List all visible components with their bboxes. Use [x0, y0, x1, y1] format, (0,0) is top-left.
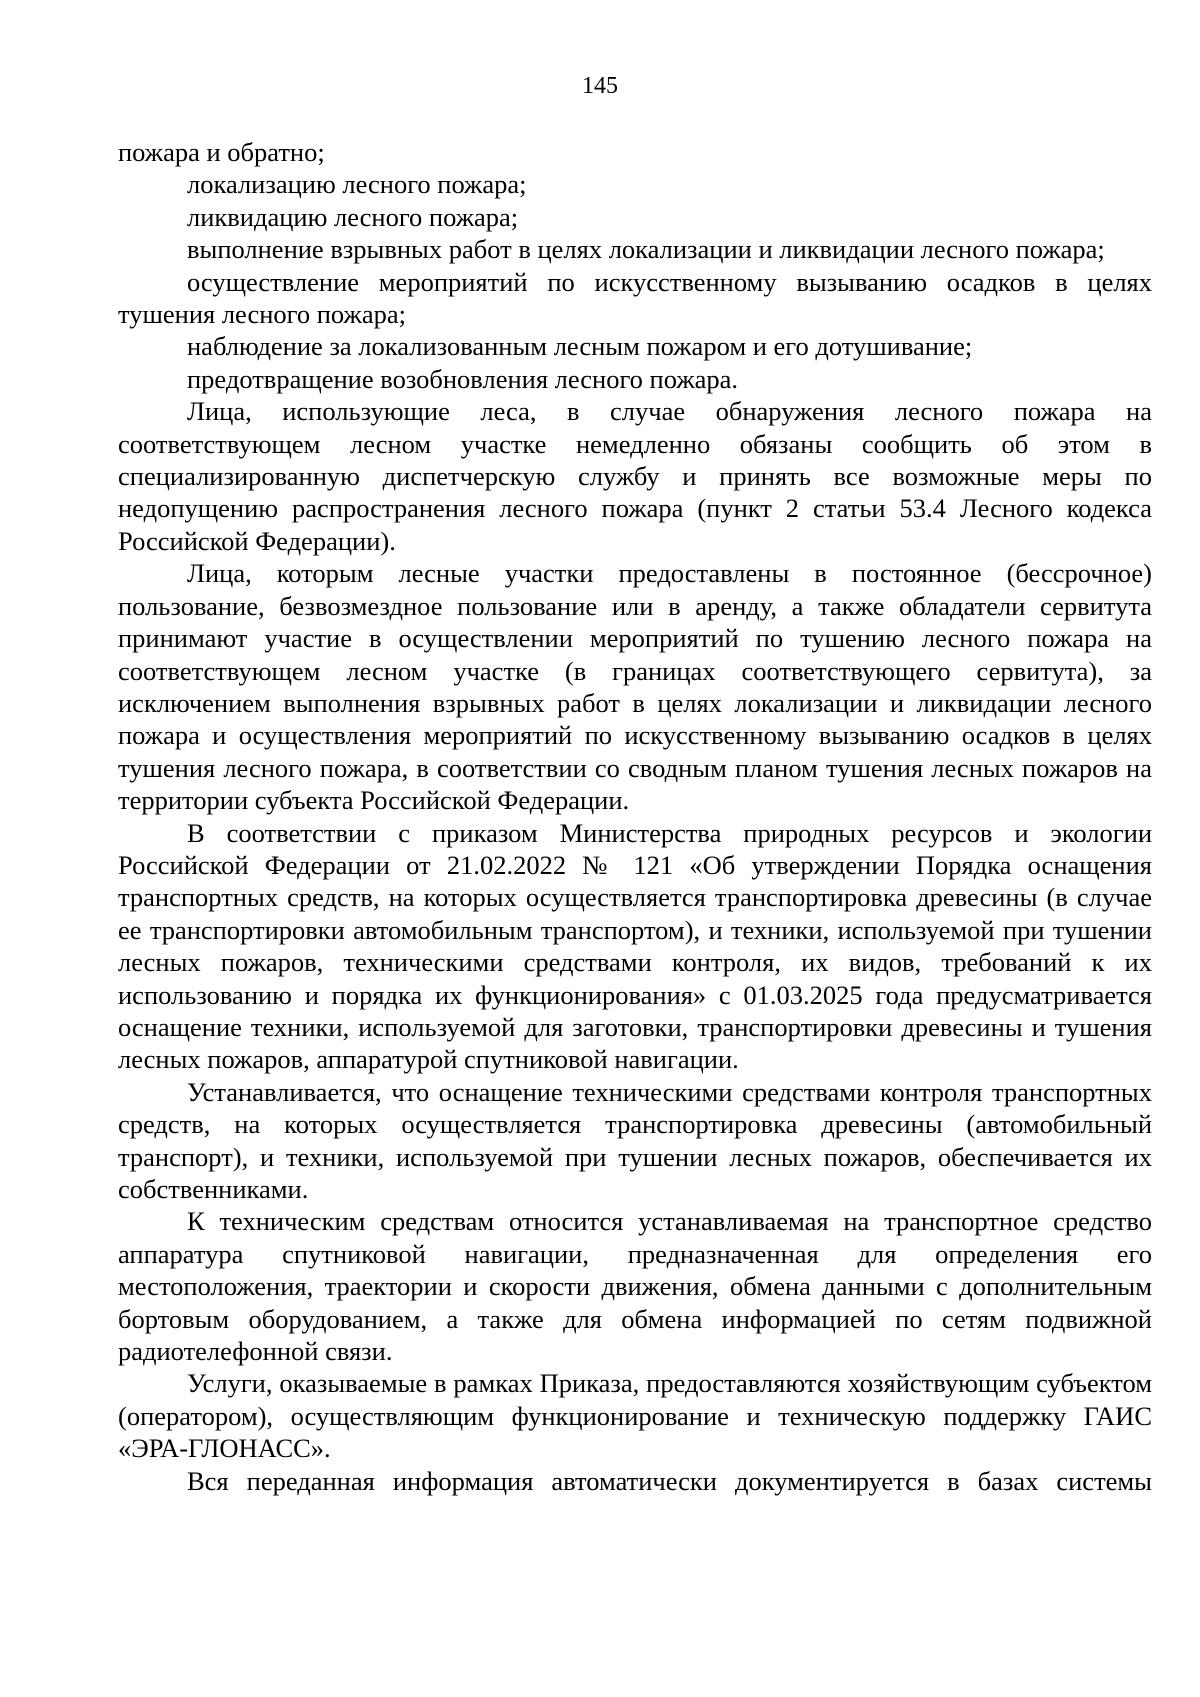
page-number: 145: [582, 73, 618, 99]
paragraph: Лица, которым лесные участки предоставлены в постоянное (бессрочное) пользование, безвозмездное пользование или в аренду, а также обладатели сервитута принимают участие в осуществлении мероприятий по тушению лесного пожара на соответствующем лесном участке (в границах соответствующего сервитута), за исключением выполнения взрывных работ в целях локализации и ликвидации лесного пожара и осуществления мероприятий по искусственному вызыванию осадков в целях тушения лесного пожара, в соответствии со сводным планом тушения лесных пожаров на территории субъекта Российской Федерации.: [118, 558, 1152, 816]
list-item: локализацию лесного пожара;: [187, 169, 527, 200]
document-body: [118, 136, 1152, 1497]
paragraph-continues-next-page: Вся переданная информация автоматически документируется в базах системы: [187, 1465, 1152, 1496]
list-item: осуществление мероприятий по искусственному вызыванию осадков в целях тушения лесного пожара;: [118, 266, 1152, 330]
list-item: ликвидацию лесного пожара;: [187, 201, 519, 232]
paragraph: Услуги, оказываемые в рамках Приказа, предоставляются хозяйствующим субъектом (оператором), осуществляющим функционирование и техническую поддержку ГАИС «ЭРА-ГЛОНАСС».: [118, 1368, 1152, 1464]
paragraph: Лица, использующие леса, в случае обнаружения лесного пожара на соответствующем лесном участке немедленно обязаны сообщить об этом в специализированную диспетчерскую службу и принять все возможные меры по недопущению распространения лесного пожара (пункт 2 статьи 53.4 Лесного кодекса Российской Федерации).: [118, 396, 1152, 556]
paragraph-continuation: пожара и обратно;: [118, 137, 325, 167]
list-item: наблюдение за локализованным лесным пожаром и его дотушивание;: [187, 331, 973, 362]
paragraph: Устанавливается, что оснащение техническими средствами контроля транспортных средств, на которых осуществляется транспортировка древесины (автомобильный транспорт), и техники, используемой при тушении лесных пожаров, обеспечивается их собственниками.: [118, 1076, 1152, 1204]
paragraph: К техническим средствам относится устанавливаемая на транспортное средство аппаратура спутниковой навигации, предназначенная для определения его местоположения, траектории и скорости движения, обмена данными с дополнительным бортовым оборудованием, а также для обмена информацией по сетям подвижной радиотелефонной связи.: [118, 1206, 1152, 1367]
list-item: предотвращение возобновления лесного пожара.: [187, 363, 739, 394]
paragraph: В соответствии с приказом Министерства природных ресурсов и экологии Российской Федерации от 21.02.2022 № 121 «Об утверждении Порядка оснащения транспортных средств, на которых осуществляется транспортировка древесины (в случае ее транспортировки автомобильным транспортом), и техники, используемой при тушении лесных пожаров, техническими средствами контроля, их видов, требований к их использованию и порядка их функционирования» с 01.03.2025 года предусматривается оснащение техники, используемой для заготовки, транспортировки древесины и тушения лесных пожаров, аппаратурой спутниковой навигации.: [118, 817, 1152, 1075]
list-item: выполнение взрывных работ в целях локализации и ликвидации лесного пожара;: [187, 234, 1105, 265]
